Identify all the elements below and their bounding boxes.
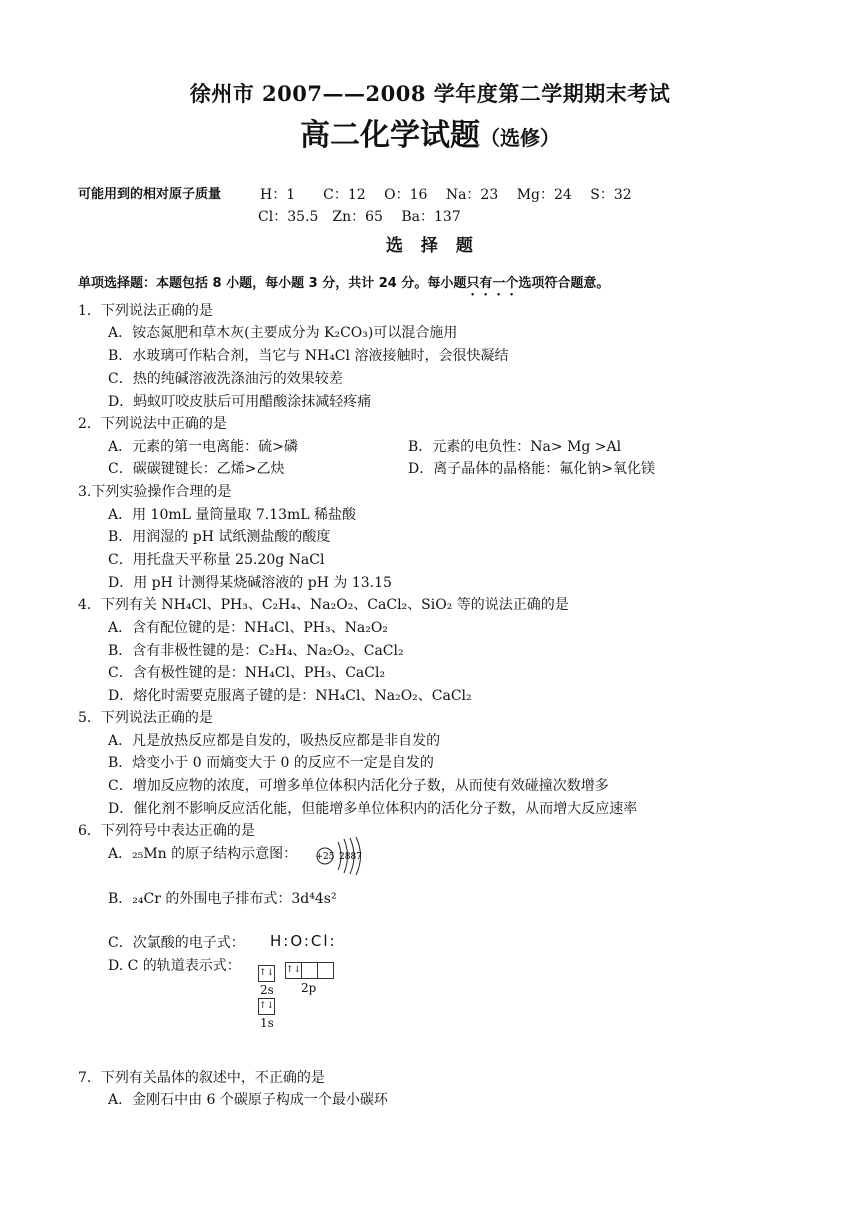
orbital-label-2s: 2s xyxy=(260,983,274,997)
q3-stem: 3.下列实验操作合理的是 xyxy=(78,484,232,500)
q3-option-a: A．用 10mL 量筒量取 7.13mL 稀盐酸 xyxy=(108,507,357,523)
subtitle-suffix: （选修） xyxy=(480,126,560,150)
q2-stem: 2．下列说法中正确的是 xyxy=(78,416,227,432)
q6-option-a: A．₂₅Mn 的原子结构示意图： xyxy=(108,846,298,862)
instruction-post: 选项符合题意。 xyxy=(518,276,610,291)
q4-option-d: D．熔化时需要克服离子键的是：NH₄Cl、Na₂O₂、CaCl₂ xyxy=(108,688,472,704)
q4-stem: 4．下列有关 NH₄Cl、PH₃、C₂H₄、Na₂O₂、CaCl₂、SiO₂ 等的说法正确的是 xyxy=(78,597,569,613)
orbital-box-2p-2 xyxy=(301,962,318,979)
q1-option-a: A．铵态氮肥和草木灰(主要成分为 K₂CO₃)可以混合施用 xyxy=(108,325,458,341)
orbital-box-2s: ↑↓ xyxy=(258,965,275,982)
instruction-pre: 单项选择题：本题包括 8 小题，每小题 3 分，共计 24 分。每小题 xyxy=(78,276,467,291)
q1-option-c: C．热的纯碱溶液洗涤油污的效果较差 xyxy=(108,371,343,387)
hclo-electron-formula: H:O:Cl: xyxy=(270,932,337,950)
q1-option-d: D．蚂蚁叮咬皮肤后可用醋酸涂抹减轻疼痛 xyxy=(108,394,372,410)
shell-electron-counts: 2887 xyxy=(339,852,362,862)
exam-subtitle xyxy=(0,116,860,158)
q5-option-b: B．焓变小于 0 而熵变大于 0 的反应不一定是自发的 xyxy=(108,755,434,771)
q5-stem: 5．下列说法正确的是 xyxy=(78,710,213,726)
q5-option-a: A．凡是放热反应都是自发的，吸热反应都是非自发的 xyxy=(108,733,441,749)
atomic-mass-label: 可能用到的相对原子质量 xyxy=(78,187,222,202)
section-instruction xyxy=(78,275,609,299)
q7-option-a: A．金刚石中由 6 个碳原子构成一个最小碳环 xyxy=(108,1092,388,1108)
orbital-box-1s: ↑↓ xyxy=(258,998,275,1015)
atomic-mass-line2: Cl：35.5 Zn：65 Ba：137 xyxy=(258,209,461,225)
q6-option-c: C．次氯酸的电子式： xyxy=(108,935,245,951)
q3-option-d: D．用 pH 计测得某烧碱溶液的 pH 为 13.15 xyxy=(108,575,392,591)
q4-option-a: A．含有配位键的是：NH₄Cl、PH₃、Na₂O₂ xyxy=(108,620,388,636)
q2-option-a: A．元素的第一电离能：硫>磷 xyxy=(108,439,298,455)
section-title: 选 择 题 xyxy=(386,236,479,256)
subtitle-main: 高二化学试题 xyxy=(300,118,480,153)
q7-stem: 7．下列有关晶体的叙述中，不正确的是 xyxy=(78,1070,325,1086)
q3-option-b: B．用润湿的 pH 试纸测盐酸的酸度 xyxy=(108,529,331,545)
instruction-emphasis: 只有一个 xyxy=(466,276,519,291)
q1-option-b: B．水玻璃可作粘合剂，当它与 NH₄Cl 溶液接触时，会很快凝结 xyxy=(108,348,509,364)
q2-option-b: B．元素的电负性：Na> Mg >Al xyxy=(408,439,622,455)
q4-option-c: C．含有极性键的是：NH₄Cl、PH₃、CaCl₂ xyxy=(108,665,386,681)
exam-title: 徐州市 2007——2008 学年度第二学期期末考试 xyxy=(189,81,671,106)
q4-option-b: B．含有非极性键的是：C₂H₄、Na₂O₂、CaCl₂ xyxy=(108,643,404,659)
q5-option-d: D．催化剂不影响反应活化能，但能增多单位体积内的活化分子数，从而增大反应速率 xyxy=(108,801,638,817)
q6-option-b: B．₂₄Cr 的外围电子排布式：3d⁴4s² xyxy=(108,891,337,907)
q1-stem: 1．下列说法正确的是 xyxy=(78,303,213,319)
orbital-box-2p-1: ↑↓ xyxy=(285,962,302,979)
nucleus-label: +25 xyxy=(315,852,335,862)
q3-option-c: C．用托盘天平称量 25.20g NaCl xyxy=(108,552,325,568)
orbital-label-1s: 1s xyxy=(260,1016,274,1030)
orbital-box-2p-3 xyxy=(317,962,334,979)
q6-stem: 6．下列符号中表达正确的是 xyxy=(78,823,255,839)
atomic-mass-line1: H：1 C：12 O：16 Na：23 Mg：24 S：32 xyxy=(260,187,632,203)
q2-option-d: D．离子晶体的晶格能：氟化钠>氧化镁 xyxy=(408,461,655,477)
q5-option-c: C．增加反应物的浓度，可增多单位体积内活化分子数，从而使有效碰撞次数增多 xyxy=(108,778,609,794)
q6-option-d: D. C 的轨道表示式： xyxy=(108,958,241,974)
mn-atom-structure-diagram xyxy=(314,836,370,876)
orbital-label-2p: 2p xyxy=(301,981,317,995)
q2-option-c: C．碳碳键键长：乙烯>乙炔 xyxy=(108,461,285,477)
